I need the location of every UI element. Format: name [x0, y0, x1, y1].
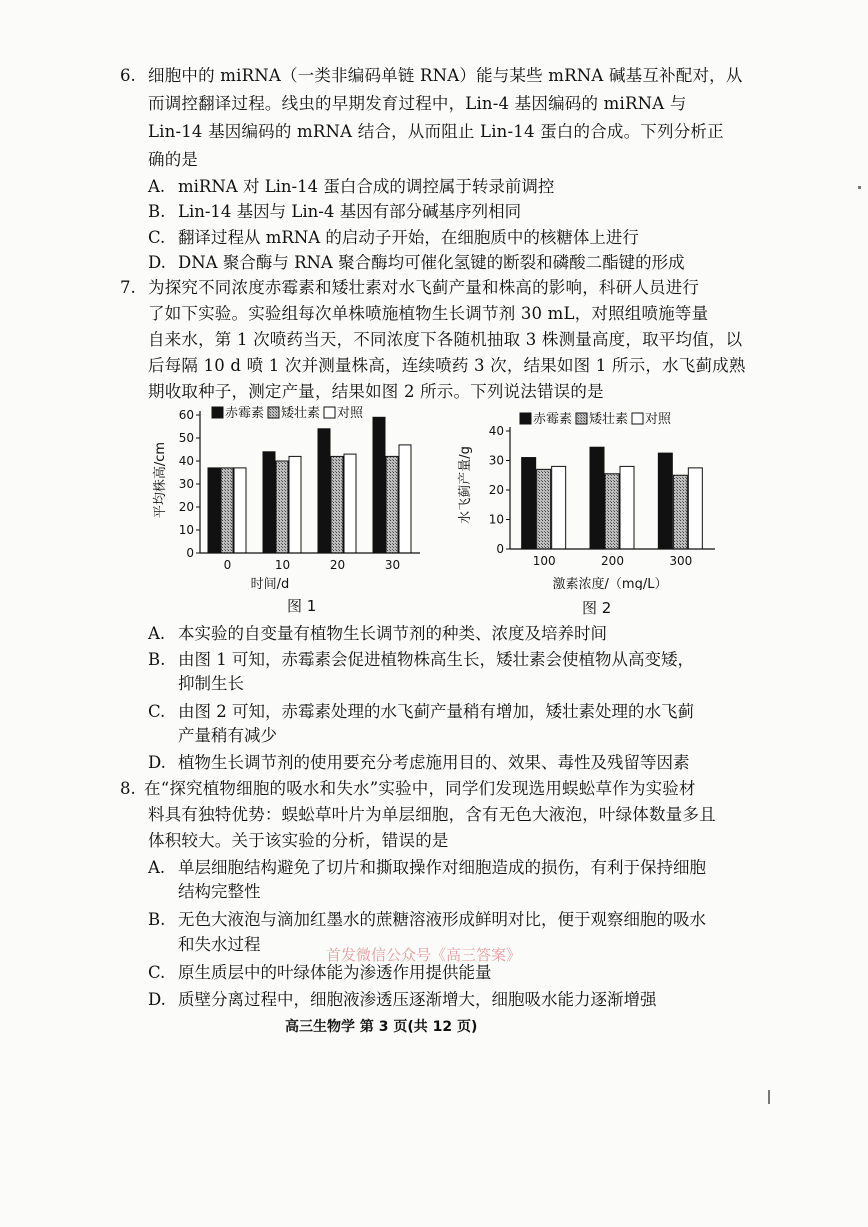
question-text-line: 体积较大。关于该实验的分析，错误的是 [148, 831, 449, 850]
bar-control [399, 445, 411, 553]
x-tick-label: 30 [384, 558, 401, 572]
bar-chlormequat [386, 456, 398, 553]
bar-control [234, 468, 246, 553]
bar-control [344, 454, 356, 553]
option-label: C. [148, 963, 166, 982]
question-text-line: 而调控翻译过程。线虫的早期发育过程中，Lin-4 基因编码的 miRNA 与 [148, 94, 687, 113]
x-tick-label: 0 [223, 558, 232, 572]
legend-label: 矮壮素 [281, 406, 321, 421]
option-a-continued: 结构完整性 [178, 882, 261, 901]
scan-mark [858, 186, 861, 189]
bar-chlormequat [331, 456, 343, 553]
option-c [148, 963, 492, 983]
option-text: miRNA 对 Lin-14 蛋白合成的调控属于转录前调控 [178, 177, 555, 196]
y-tick-label: 30 [178, 477, 194, 491]
option-c-continued: 产量稍有减少 [178, 726, 277, 745]
bar-control [552, 466, 566, 549]
option-text: 由图 2 可知，赤霉素处理的水飞蓟产量稍有增加，矮壮素处理的水飞蓟 [178, 702, 694, 721]
bar-gibberellin [263, 452, 275, 553]
option-label: B. [148, 910, 166, 929]
page-footer: 高三生物学 第 3 页(共 12 页) [285, 1019, 478, 1035]
y-axis-label: 平均株高/cm [153, 441, 168, 519]
option-label: C. [148, 702, 166, 721]
y-tick-label: 40 [488, 424, 504, 438]
bar-chlormequat [221, 468, 233, 553]
x-tick-label: 10 [274, 558, 291, 572]
option-label: D. [148, 253, 166, 272]
y-tick-label: 50 [178, 431, 194, 445]
bar-gibberellin [373, 417, 385, 553]
bar-control [620, 466, 634, 549]
option-text: 本实验的自变量有植物生长调节剂的种类、浓度及培养时间 [178, 624, 607, 643]
figure-1-chart [150, 400, 440, 590]
question-number: 6. [120, 66, 136, 85]
option-b-continued: 和失水过程 [178, 935, 261, 954]
option-b [148, 910, 706, 930]
bar-control [289, 456, 301, 553]
option-label: D. [148, 753, 166, 772]
legend-swatch [324, 407, 335, 418]
option-text: 原生质层中的叶绿体能为渗透作用提供能量 [178, 963, 492, 982]
question-text-line: 期收取种子，测定产量，结果如图 2 所示。下列说法错误的是 [148, 382, 604, 401]
legend-swatch [268, 407, 279, 418]
y-tick-label: 10 [488, 512, 504, 527]
option-label: A. [148, 858, 166, 877]
option-label: B. [148, 202, 166, 221]
legend-swatch [212, 407, 223, 418]
bar-control [688, 468, 702, 549]
y-tick-label: 10 [178, 523, 194, 537]
legend-label: 赤霉素 [533, 412, 573, 427]
option-text: 翻译过程从 mRNA 的启动子开始，在细胞质中的核糖体上进行 [178, 228, 639, 247]
option-b-continued: 抑制生长 [178, 674, 244, 693]
figure-2-caption: 图 2 [582, 599, 612, 617]
bar-chlormequat [276, 461, 288, 553]
x-tick-label: 200 [601, 554, 624, 568]
option-label: D. [148, 990, 166, 1009]
y-axis-label: 水飞蓟产量/g [458, 446, 473, 524]
x-axis-label: 时间/d [250, 577, 290, 590]
bar-gibberellin [318, 429, 330, 553]
option-d [148, 990, 657, 1010]
x-tick-label: 20 [329, 558, 346, 572]
watermark: 首发微信公众号《高三答案》 [326, 946, 522, 964]
question-text-line: 为探究不同浓度赤霉素和矮壮素对水飞蓟产量和株高的影响，科研人员进行 [148, 278, 700, 297]
bar-gibberellin [590, 447, 604, 549]
x-tick-label: 100 [532, 554, 556, 568]
question-text-line: 料具有独特优势：蜈蚣草叶片为单层细胞，含有无色大液泡，叶绿体数量多且 [148, 805, 716, 824]
option-a [148, 624, 607, 644]
legend-label: 对照 [337, 406, 364, 421]
y-tick-label: 0 [496, 542, 504, 556]
question-text-line: 后每隔 10 d 喷 1 次并测量株高，连续喷药 3 次，结果如图 1 所示，水飞蓟成熟 [148, 356, 746, 375]
option-c [148, 228, 639, 248]
bar-chlormequat [673, 475, 687, 549]
option-label: A. [148, 624, 166, 643]
option-b [148, 650, 694, 670]
bar-chlormequat [605, 474, 619, 549]
legend-label: 矮壮素 [589, 412, 629, 427]
legend-label: 赤霉素 [225, 406, 265, 421]
option-text: 质壁分离过程中，细胞液渗透压逐渐增大，细胞吸水能力逐渐增强 [178, 990, 657, 1009]
question-text-line: 在“探究植物细胞的吸水和失水”实验中，同学们发现选用蜈蚣草作为实验材 [144, 779, 696, 798]
legend-swatch [520, 413, 531, 424]
scan-mark [768, 1090, 770, 1104]
y-tick-label: 20 [488, 483, 504, 497]
option-label: B. [148, 650, 166, 669]
legend-swatch [632, 413, 643, 424]
question-text-line: Lin-14 基因编码的 mRNA 结合，从而阻止 Lin-14 蛋白的合成。下列分析正 [148, 122, 724, 141]
option-text: 植物生长调节剂的使用要充分考虑施用目的、效果、毒性及残留等因素 [178, 753, 690, 772]
question-text-line: 自来水，第 1 次喷药当天，不同浓度下各随机抽取 3 株测量高度，取平均值，以 [148, 330, 743, 349]
bar-chlormequat [537, 469, 551, 549]
option-b [148, 202, 521, 222]
y-tick-label: 60 [178, 408, 194, 422]
option-text: Lin-14 基因与 Lin-4 基因有部分碱基序列相同 [178, 202, 522, 221]
figure-2-chart [455, 400, 735, 590]
legend-swatch [576, 413, 587, 424]
option-a [148, 177, 554, 197]
option-label: A. [148, 177, 166, 196]
x-axis-label: 激素浓度/（mg/L） [552, 577, 668, 590]
question-number: 7. [120, 278, 136, 297]
y-tick-label: 20 [178, 500, 194, 514]
bar-gibberellin [522, 458, 536, 549]
option-text: 单层细胞结构避免了切片和撕取操作对细胞造成的损伤，有利于保持细胞 [178, 858, 706, 877]
y-tick-label: 30 [488, 453, 504, 468]
legend-label: 对照 [645, 412, 672, 427]
question-text-line: 细胞中的 miRNA（一类非编码单链 RNA）能与某些 mRNA 碱基互补配对，从 [148, 66, 743, 85]
question-text-line: 确的是 [148, 150, 199, 169]
option-d [148, 253, 685, 273]
option-c [148, 702, 694, 722]
bar-gibberellin [658, 453, 672, 549]
option-text: DNA 聚合酶与 RNA 聚合酶均可催化氢键的断裂和磷酸二酯键的形成 [178, 253, 685, 272]
y-tick-label: 40 [178, 454, 194, 468]
question-text-line: 了如下实验。实验组每次单株喷施植物生长调节剂 30 mL，对照组喷施等量 [148, 304, 709, 323]
figure-1-caption: 图 1 [287, 597, 317, 615]
option-d [148, 753, 690, 773]
option-text: 无色大液泡与滴加红墨水的蔗糖溶液形成鲜明对比，便于观察细胞的吸水 [178, 910, 706, 929]
option-text: 由图 1 可知，赤霉素会促进植物株高生长，矮壮素会使植物从高变矮， [178, 650, 694, 669]
option-a [148, 858, 706, 878]
question-number: 8. [120, 779, 136, 798]
x-tick-label: 300 [669, 554, 693, 568]
y-tick-label: 0 [186, 546, 194, 560]
option-label: C. [148, 228, 166, 247]
bar-gibberellin [208, 468, 220, 553]
